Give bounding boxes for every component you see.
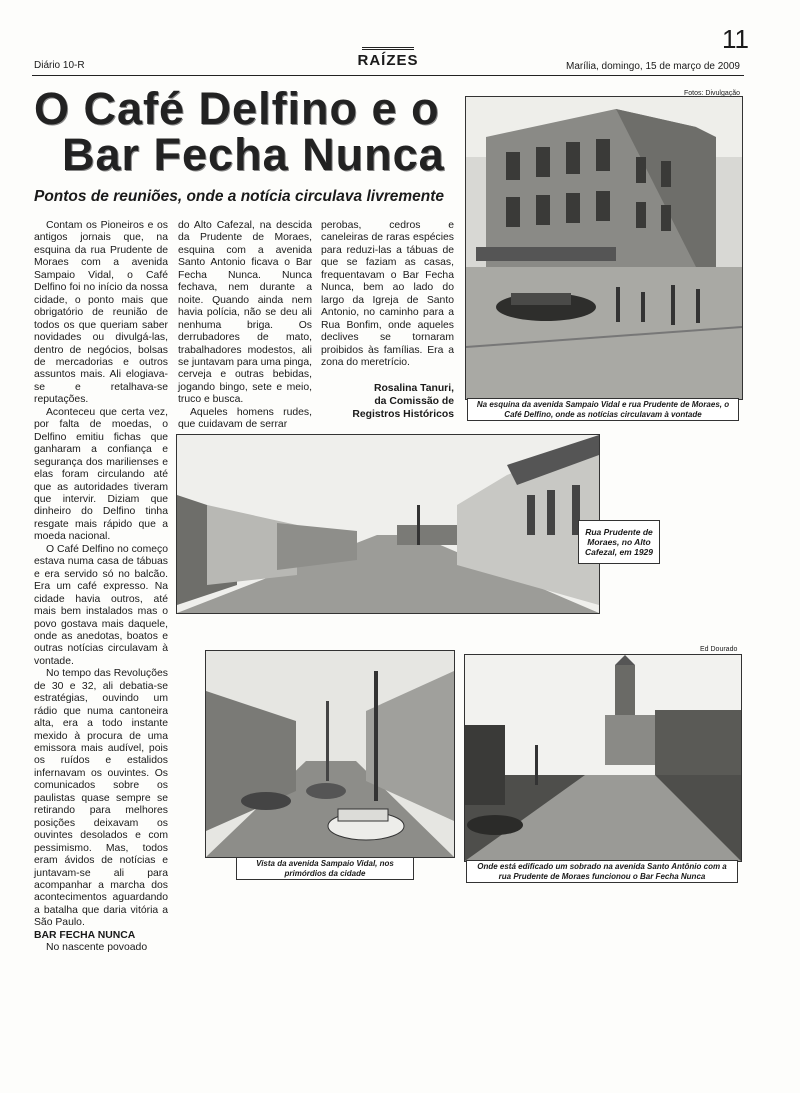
paragraph: Aqueles homens rudes, que cuidavam de serrar — [178, 406, 312, 431]
photo-credit-bottom: Ed Dourado — [700, 646, 738, 653]
signature-line: da Comissão de — [374, 396, 454, 408]
headline-line2: Bar Fecha Nunca — [62, 129, 445, 180]
headline — [34, 83, 464, 180]
bar-fecha-nunca-image — [465, 655, 741, 861]
signature — [321, 383, 454, 421]
subtitle: Pontos de reuniões, onde a notícia circulava livremente — [34, 188, 445, 205]
article-column-1 — [34, 220, 168, 955]
photo-sampaio-vidal — [205, 650, 455, 858]
headline-line1: O Café Delfino e o — [34, 83, 440, 134]
photo-caption: Vista da avenida Sampaio Vidal, nos primórdios da cidade — [236, 857, 414, 880]
photo-caption: Na esquina da avenida Sampaio Vidal e rua Prudente de Moraes, o Café Delfino, onde as notícias circulavam à vontade — [467, 398, 739, 421]
edition-label: Diário 10-R — [34, 60, 85, 71]
article-column-3 — [321, 220, 454, 421]
signature-line: Registros Históricos — [352, 408, 454, 420]
paragraph: No nascente povoado — [46, 942, 148, 954]
paragraph: Contam os Pioneiros e os antigos jornais que, na esquina da rua Prudente de Moraes com a avenida Sampaio Vidal, o Café Delfino foi no início da nossa cidade, o ponto mais que obrigatório de reunião de todos os que queriam saber novidades ou divulgá-las, dentro de negócios, bolsas de mercadorias e outros assuntos mais. Ali elogiava-se e retalhava-se reputações. — [34, 220, 168, 406]
paragraph: O Café Delfino no começo estava numa casa de tábuas e era servido só no balcão. Era um café expresso. Na cidade havia outros, até mais bem instalados mas o povo gostava mais daquele, onde as anedotas, boatos e outras notícias circulavam à vontade. — [34, 543, 168, 667]
photo-caption: Onde está edificado um sobrado na avenida Santo Antônio com a rua Prudente de Moraes funcionou o Bar Fecha Nunca — [466, 860, 738, 883]
signature-name: Rosalina Tanuri, — [373, 383, 454, 395]
rua-prudente-image — [177, 435, 599, 613]
paragraph: do Alto Cafezal, na descida da Prudente de Moraes, esquina com a avenida Santo Antonio ficava o Bar Fecha Nunca. Nunca fechava, nem durante a noite. Quando ainda nem havia polícia, não se deu ali nenhuma briga. Os derrubadores de mato, trabalhadores modestos, ali se juntavam para uma pinga, cerveja e outras bebidas, jogando bingo, sete e meio, truco e busca. — [178, 220, 313, 406]
photo-cafe-delfino — [465, 96, 743, 400]
section-label: RAÍZES — [357, 52, 419, 69]
header-rule — [32, 75, 744, 76]
subhead: BAR FECHA NUNCA — [34, 929, 136, 941]
page-number: 11 — [722, 24, 749, 54]
sampaio-vidal-image — [206, 651, 454, 857]
photo-bar-fecha-nunca — [464, 654, 742, 862]
paragraph: perobas, cedros e caneleiras de raras espécies para reduzi-las a tábuas de que se faziam as casas, frequentavam o Bar Fecha Nunca, bem ao lado do largo da Igreja de Santo Antonio, no caminho para a Rua Bonfim, onde aqueles declives se tornaram proibidos às famílias. Era a zona do meretrício. — [321, 220, 454, 368]
section-rule-top — [362, 47, 414, 50]
dateline: Marília, domingo, 15 de março de 2009 — [566, 61, 740, 72]
paragraph: No tempo das Revoluções de 30 e 32, ali debatia-se estratégias, ouvindo um rádio que numa cantoneira alta, era a todo instante mexido à procura de uma emissora mais audível, pois os ruídos e estalidos infernavam os ouvintes. Os comunicados sobre os paulistas quase sempre se retirando para melhores posições deixavam os ouvintes desolados e com pessimismo. Mas, todos eram ávidos de notícias e juntavam-se ali para acompanhar a marcha dos acontecimentos aguardando a batalha que daria vitória a São Paulo. — [34, 668, 168, 929]
photo-credit-top: Fotos: Divulgação — [684, 90, 741, 97]
paragraph: Aconteceu que certa vez, por falta de moedas, o Delfino emitiu fichas que ganharam a confiança e segurança dos marilienses e elas foram circulando até que as autoridades tiveram que intervir. Diziam que dinheiro do Delfino tinha resgate mais rápido que a moeda nacional. — [34, 406, 168, 543]
cafe-delfino-image — [466, 97, 742, 399]
photo-rua-prudente — [176, 434, 600, 614]
article-column-2 — [178, 220, 312, 432]
photo-caption: Rua Prudente de Moraes, no Alto Cafezal, em 1929 — [578, 520, 660, 564]
